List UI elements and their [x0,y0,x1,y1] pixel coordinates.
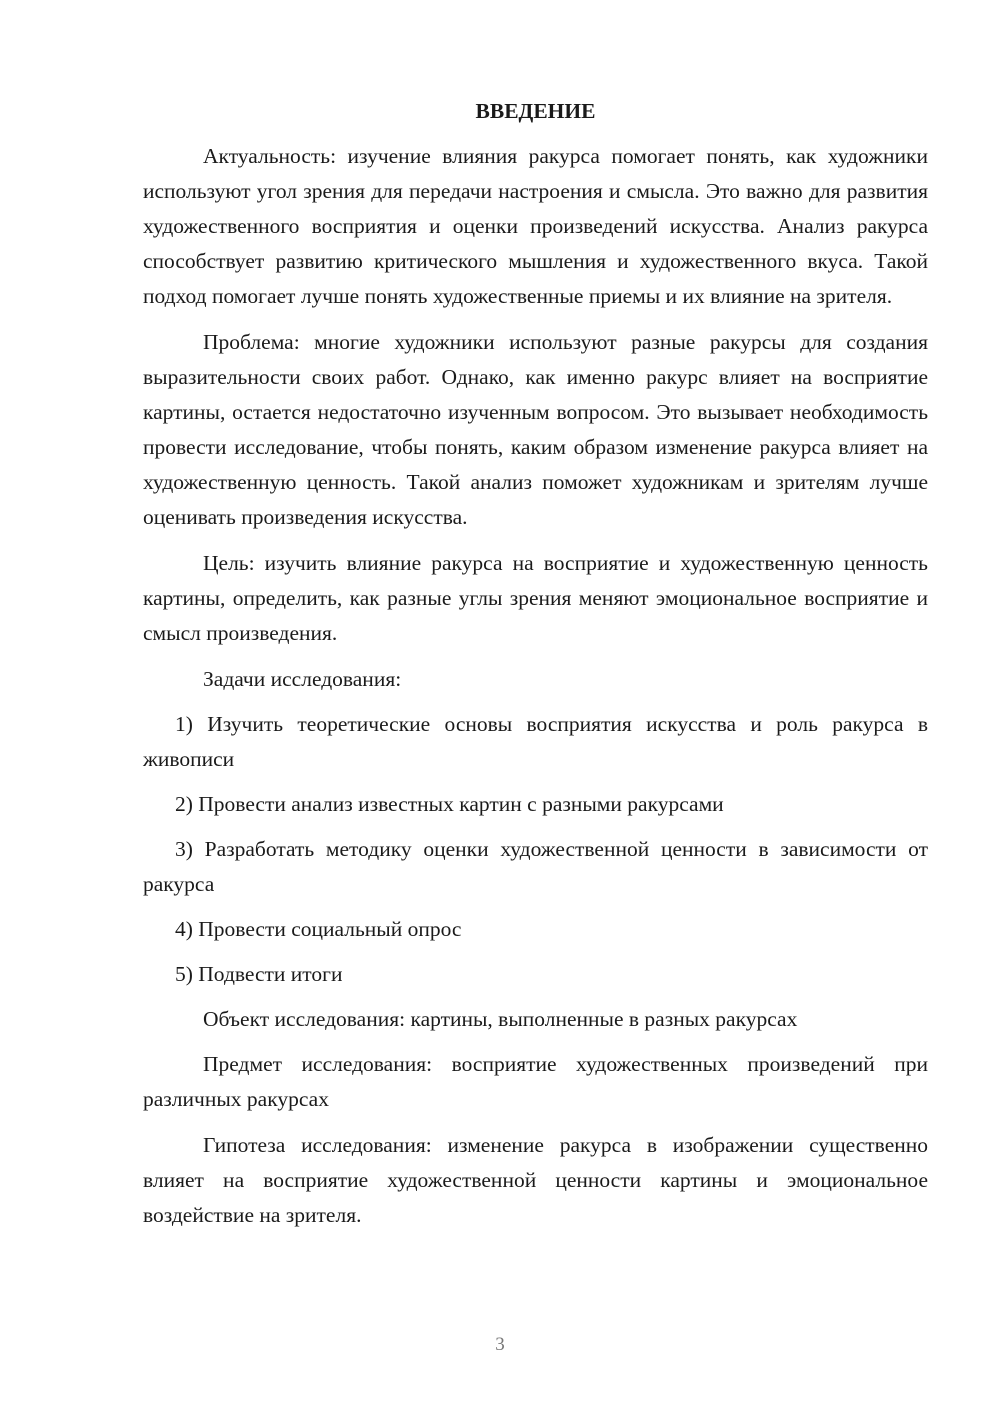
page-content [143,96,928,1244]
paragraph-relevance: Актуальность: изучение влияния ракурса помогает понять, как художники используют угол зрения для передачи настроения и смысла. Это важно для развития художественного восприятия и оценки произведений искусства. Анализ ракурса способствует развитию критического мышления и художественного вкуса. Такой подход помогает лучше понять художественные приемы и их влияние на зрителя. [143,144,928,308]
section-heading: ВВЕДЕНИЕ [475,99,596,123]
paragraph-problem: Проблема: многие художники используют разные ракурсы для создания выразительности своих работ. Однако, как именно ракурс влияет на восприятие картины, остается недостаточно изученным вопросом. Это вызывает необходимость провести исследование, чтобы понять, каким образом изменение ракурса влияет на художественную ценность. Такой анализ поможет художникам и зрителям лучше оценивать произведения искусства. [143,330,928,529]
paragraph-subject: Предмет исследования: восприятие художественных произведений при различных ракурсах [143,1052,928,1111]
paragraph-object: Объект исследования: картины, выполненные в разных ракурсах [203,1007,798,1031]
task-item-3: 3) Разработать методику оценки художественной ценности в зависимости от ракурса [143,837,928,896]
task-item-2: 2) Провести анализ известных картин с разными ракурсами [175,792,724,816]
paragraph-goal: Цель: изучить влияние ракурса на восприятие и художественную ценность картины, определить, как разные углы зрения меняют эмоциональное восприятие и смысл произведения. [143,551,928,645]
task-item-5: 5) Подвести итоги [175,962,343,986]
page-number: 3 [495,1334,505,1355]
task-item-1: 1) Изучить теоретические основы восприятия искусства и роль ракурса в живописи [143,712,928,771]
paragraph-hypothesis: Гипотеза исследования: изменение ракурса в изображении существенно влияет на восприятие художественной ценности картины и эмоциональное воздействие на зрителя. [143,1133,928,1227]
tasks-title: Задачи исследования: [203,667,402,691]
task-item-4: 4) Провести социальный опрос [175,917,462,941]
